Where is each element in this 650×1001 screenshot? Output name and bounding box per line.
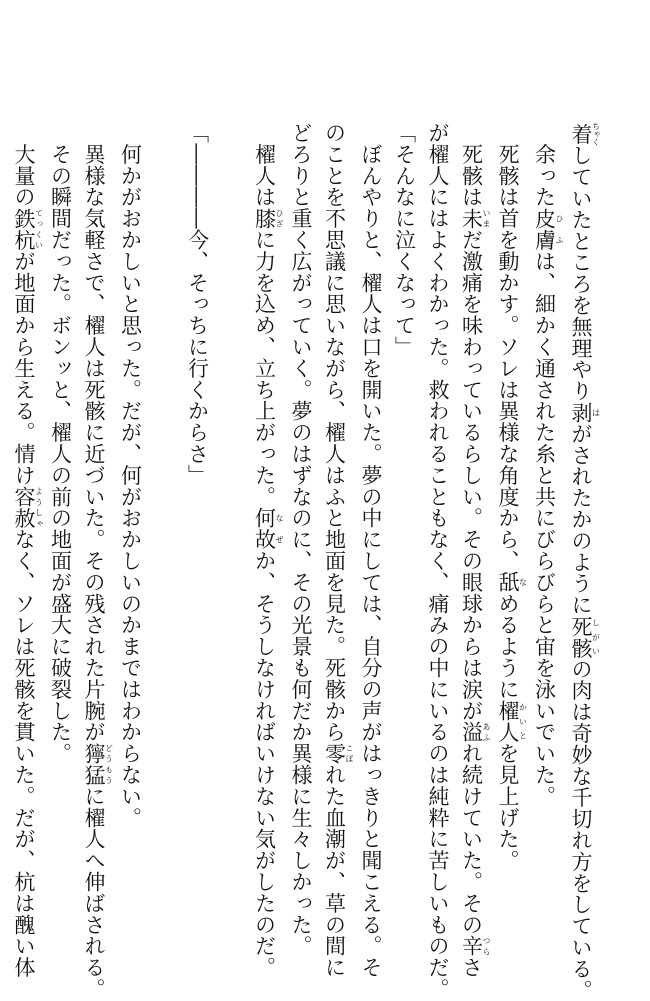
text-line: 櫂人は膝ひざに力を込め、立ち上がった。何故なぜか、そうしなければいけない気がしたのだ。 [252, 122, 284, 979]
text-line: 大量の鉄杭てっくいが地面から生える。情け容赦ようしゃなく、ソレは死骸を貫いた。だが、杭は醜い体 [12, 122, 44, 979]
text-line: どろりと重く広がっていく。夢のはずなのに、その光景も何だか異様に生々しかった。 [289, 122, 313, 957]
vertical-text-body [12, 122, 601, 1001]
text-line: 死骸は首を動かす。ソレは異様な角度から、舐なめるように櫂人かいとを見上げた。 [496, 122, 528, 872]
text-line: 着ちゃくしていたところを無理やり剥はがされたかのように死骸しがいの肉は奇妙な千切れ方をしている。 [569, 122, 601, 1001]
text-line: 死骸は未いまだ激痛を味わっているらしい。その眼球からは涙が溢あふれ続けていた。その辛つらさ [459, 122, 491, 979]
text-line: ぼんやりと、櫂人は口を開いた。夢の中にしては、自分の声がはっきりと聞こえる。そ [359, 122, 383, 978]
text-line: のことを不思議に思いながら、櫂人はふと地面を見た。死骸から零こぼれた血潮が、草の間に [322, 122, 354, 979]
text-line: 何かがおかしいと思った。だが、何がおかしいのかまではわからない。 [118, 122, 143, 829]
dialogue-line: 「そんなに泣くなって」 [392, 122, 417, 358]
text-line: が櫂人にはよくわかった。救われることもなく、痛みの中にいるのは純粋に苦しいものだ。 [426, 122, 450, 1000]
text-line: 余った皮膚ひふは、細かく通された糸と共にびらびらと宙を泳いでいた。 [532, 122, 564, 807]
text-line: 異様な気軽さで、櫂人は死骸に近づいた。その残された片腕が獰猛どうもうに櫂人へ伸ばされる。 [82, 122, 114, 1000]
dialogue-line: 「――――今、そっちに行くからさ」 [185, 122, 210, 486]
text-line: その瞬間だった。ボンッと、櫂人の前の地面が盛大に破裂した。 [48, 122, 73, 764]
